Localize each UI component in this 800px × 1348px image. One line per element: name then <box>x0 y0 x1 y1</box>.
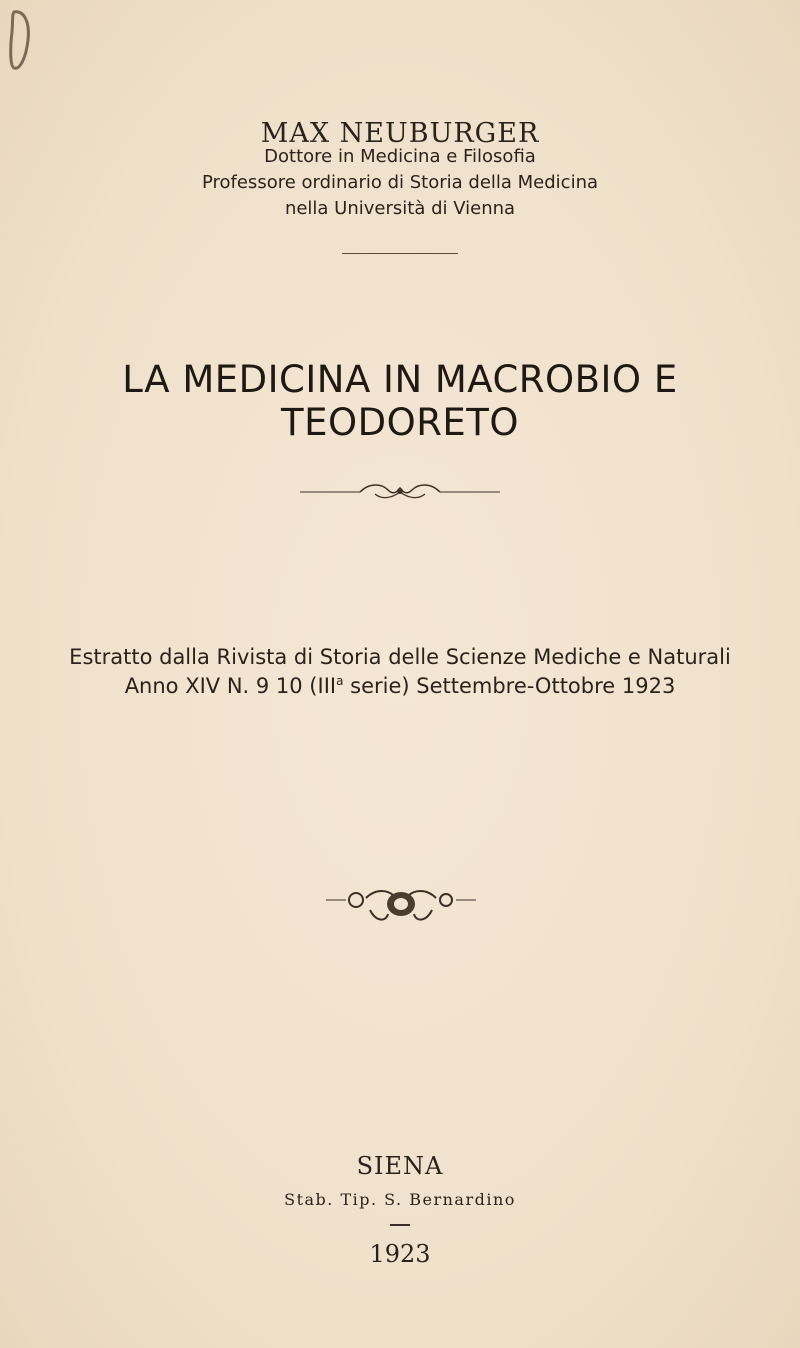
imprint-year: 1923 <box>369 1240 431 1268</box>
imprint-printer: Stab. Tip. S. Bernardino <box>284 1190 516 1209</box>
author-university: nella Università di Vienna <box>284 198 516 219</box>
author-position: Professore ordinario di Storia della Medicina <box>201 172 599 193</box>
imprint-dash <box>390 1224 410 1226</box>
vignette-ornament-icon <box>300 478 500 506</box>
author-degree: Dottore in Medicina e Filosofia <box>264 146 536 167</box>
document-title: LA MEDICINA IN MACROBIO E TEODORETO <box>122 358 678 444</box>
issue-info <box>0 674 800 698</box>
journal-source: Estratto dalla Rivista di Storia delle Scienze Mediche e Naturali <box>69 645 731 669</box>
divider-rule <box>342 253 458 254</box>
library-mark-icon <box>8 8 34 72</box>
issue-suffix: serie) Settembre-Ottobre 1923 <box>343 674 676 698</box>
author-name: MAX NEUBURGER <box>260 118 540 149</box>
floral-ornament-icon <box>326 888 476 926</box>
issue-prefix: Anno XIV N. 9 10 (III <box>124 674 337 698</box>
imprint-city: SIENA <box>356 1152 444 1180</box>
issue-sup: a <box>336 674 344 688</box>
